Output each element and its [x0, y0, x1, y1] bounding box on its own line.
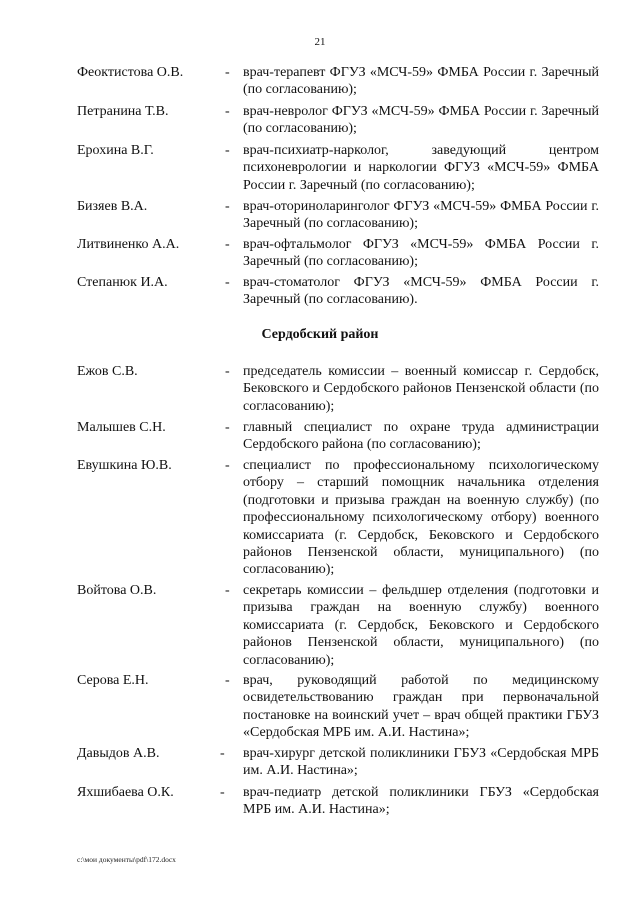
file-path-footer: c:\мои документы\pdf\172.docx — [77, 855, 176, 864]
member-role: секретарь комиссии – фельдшер отделения (подготовки и призыва граждан на военную службу) военного комиссариата (г. Сердобск, Бековского и Сердобского районов Пензенской области, муниципального) (по согласованию); — [243, 583, 599, 668]
member-role: врач-терапевт ФГУЗ «МСЧ-59» ФМБА России г. Заречный (по согласованию); — [243, 65, 599, 98]
member-role: врач-офтальмолог ФГУЗ «МСЧ-59» ФМБА России г. Заречный (по согласованию); — [243, 237, 599, 270]
member-name: Литвиненко А.А. — [77, 237, 180, 252]
member-name: Феоктистова О.В. — [77, 65, 184, 80]
dash-separator: - — [225, 104, 230, 119]
member-name: Ежов С.В. — [77, 364, 138, 379]
member-role: врач-оториноларинголог ФГУЗ «МСЧ-59» ФМБА России г. Заречный (по согласованию); — [243, 199, 599, 232]
dash-separator: - — [225, 583, 230, 598]
dash-separator: - — [225, 199, 230, 214]
dash-separator: - — [225, 420, 230, 435]
member-role: специалист по профессиональному психологическому отбору – старший помощник начальника отделения (подготовки и призыва граждан на военную службу) (по профессиональному психологическому отбору) военного комиссариата (г. Сердобск, Бековского и Сердобского районов Пензенской области, муниципального) (по согласованию); — [243, 458, 599, 578]
dash-separator: - — [225, 275, 230, 290]
page-number: 21 — [314, 36, 326, 48]
member-role: председатель комиссии – военный комиссар г. Сердобск, Бековского и Сердобского районов Пензенской области (по согласованию); — [243, 364, 599, 414]
member-role: врач-психиатр-нарколог, заведующий центром психоневрологии и наркологии ФГУЗ «МСЧ-59» ФМБА России г. Заречный (по согласованию); — [243, 143, 599, 193]
dash-separator: - — [225, 364, 230, 379]
member-role: врач-стоматолог ФГУЗ «МСЧ-59» ФМБА России г. Заречный (по согласованию). — [243, 275, 599, 308]
member-name: Давыдов А.В. — [77, 746, 160, 761]
member-name: Евушкина Ю.В. — [77, 458, 172, 473]
member-role: врач-хирург детской поликлиники ГБУЗ «Сердобская МРБ им. А.И. Настина»; — [243, 746, 599, 779]
member-role: врач, руководящий работой по медицинскому освидетельствованию граждан при первоначальной постановке на воинский учет – врач общей практики ГБУЗ «Сердобская МРБ им. А.И. Настина»; — [243, 673, 599, 741]
dash-separator: - — [225, 458, 230, 473]
member-role: врач-невролог ФГУЗ «МСЧ-59» ФМБА России г. Заречный (по согласованию); — [243, 104, 599, 137]
member-name: Бизяев В.А. — [77, 199, 148, 214]
member-role: главный специалист по охране труда администрации Сердобского района (по согласованию); — [243, 420, 599, 453]
section-title: Сердобский район — [261, 327, 379, 342]
dash-separator: - — [225, 673, 230, 688]
dash-separator: - — [220, 746, 225, 761]
member-name: Войтова О.В. — [77, 583, 157, 598]
dash-separator: - — [225, 237, 230, 252]
member-role: врач-педиатр детской поликлиники ГБУЗ «Сердобская МРБ им. А.И. Настина»; — [243, 785, 599, 818]
dash-separator: - — [225, 143, 230, 158]
dash-separator: - — [220, 785, 225, 800]
member-name: Петранина Т.В. — [77, 104, 169, 119]
member-name: Малышев С.Н. — [77, 420, 166, 435]
dash-separator: - — [225, 65, 230, 80]
member-name: Ерохина В.Г. — [77, 143, 154, 158]
member-name: Яхшибаева О.К. — [77, 785, 174, 800]
member-name: Степанюк И.А. — [77, 275, 168, 290]
member-name: Серова Е.Н. — [77, 673, 149, 688]
